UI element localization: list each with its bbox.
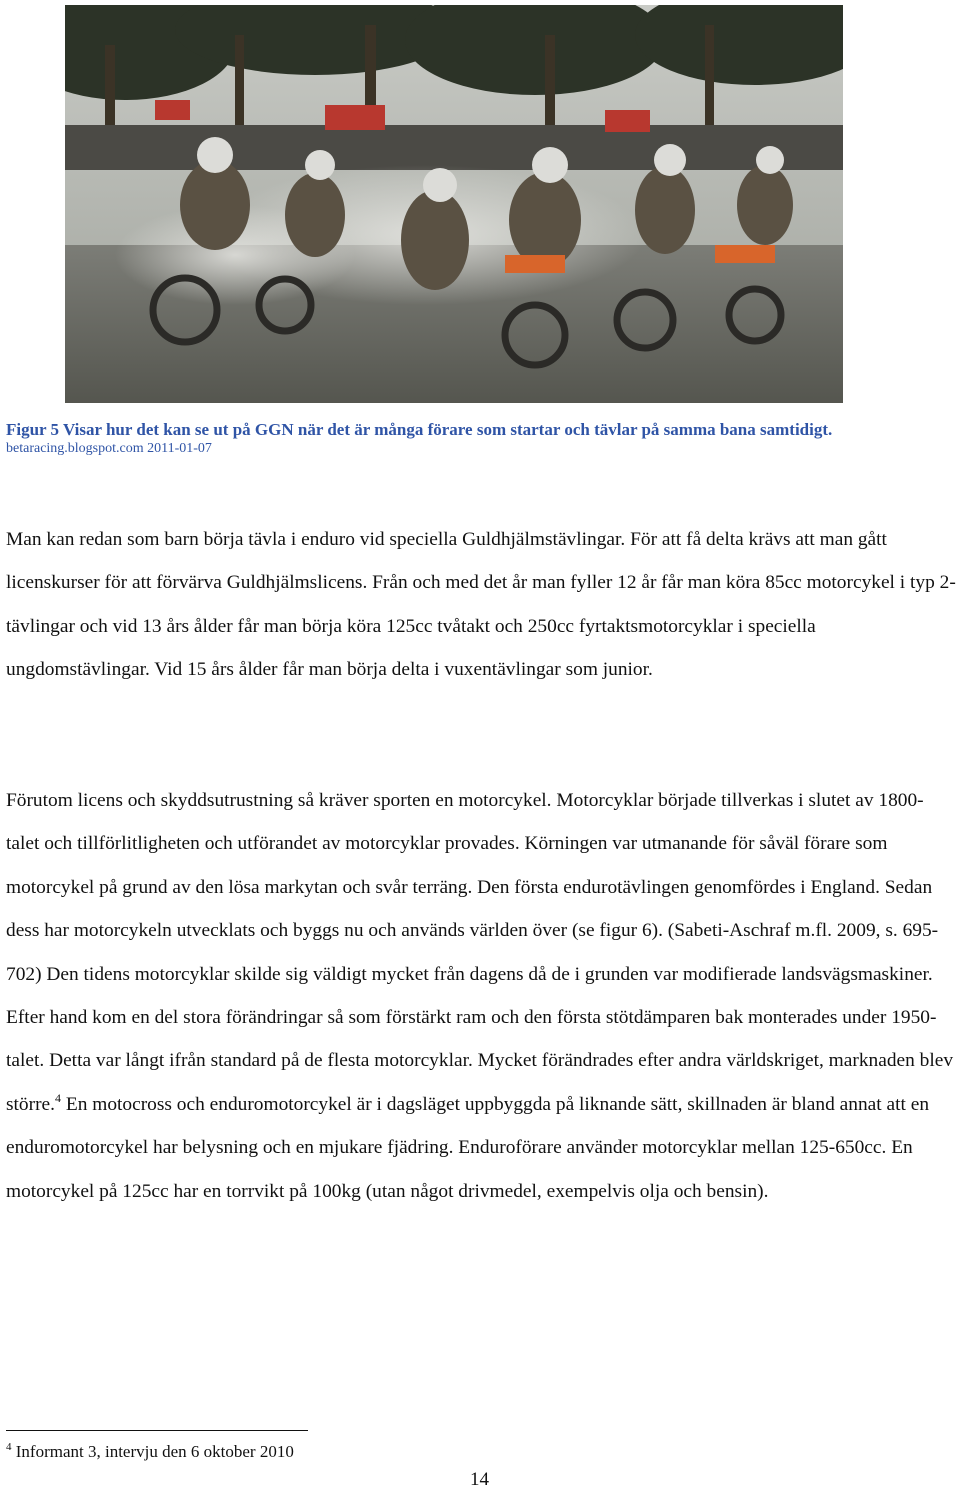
footnote-separator [6,1430,308,1431]
paragraph-2-part-2: En motocross och enduromotorcykel är i dagsläget uppbyggda på liknande sätt, skillnaden är bland annat att en enduromotorcykel har belysning och en mjukare fjädring. Enduroförare använder motorcyklar mellan 125-650cc. En motorcykel på 125cc har en torrvikt på 100kg (utan något drivmedel, exempelvis olja och bensin). [6,1093,930,1202]
paragraph-1 [6,518,956,692]
page-number: 14 [470,1469,489,1490]
figure-photo [65,5,843,403]
paragraph-2-part-1: Förutom licens och skyddsutrustning så kräver sporten en motorcykel. Motorcyklar började tillverkas i slutet av 1800-talet och tillförlitligheten och utförandet av motorcyklar provades. Körningen var utmanande för såväl förare som motorcykel på grund av den lösa markytan och svår terräng. Den första endurotävlingen genomfördes i England. Sedan dess har motorcykeln utvecklats och byggs nu och används världen över (se figur 6). (Sabeti-Aschraf m.fl. 2009, s. 695-702) Den tidens motorcyklar skilde sig väldigt mycket från dagens då de i grunden var modifierade landsvägsmaskiner. Efter hand kom en del stora förändringar så som förstärkt ram och den första stötdämparen bak monterades under 1950-talet. Detta var långt ifrån standard på de flesta motorcyklar. Mycket förändrades efter andra världskriget, marknaden blev större. [6,790,954,1115]
photo-enduro-mass-start [65,5,843,403]
paragraph-2 [6,779,956,1213]
footnote-text: Informant 3, intervju den 6 oktober 2010 [11,1442,294,1461]
footnote-reference[interactable]: 4 [55,1090,61,1105]
footnote-number: 4 [6,1441,12,1453]
figure-caption [6,420,946,458]
figure-caption-title: Figur 5 Visar hur det kan se ut på GGN när det är många förare som startar och tävlar på samma bana samtidigt. [6,420,833,439]
paragraph-1-text: Man kan redan som barn börja tävla i enduro vid speciella Guldhjälmstävlingar. För att få delta krävs att man gått licenskurser för att förvärva Guldhjälmslicens. Från och med det år man fyller 12 år får man köra 85cc motorcykel i typ 2-tävlingar och vid 13 års ålder får man börja köra 125cc tvåtakt och 250cc fyrtaktsmotorcyklar i speciella ungdomstävlingar. Vid 15 års ålder får man börja delta i vuxentävlingar som junior. [6,529,956,681]
figure-caption-source: betaracing.blogspot.com 2011-01-07 [6,441,212,456]
footnote [6,1441,294,1463]
